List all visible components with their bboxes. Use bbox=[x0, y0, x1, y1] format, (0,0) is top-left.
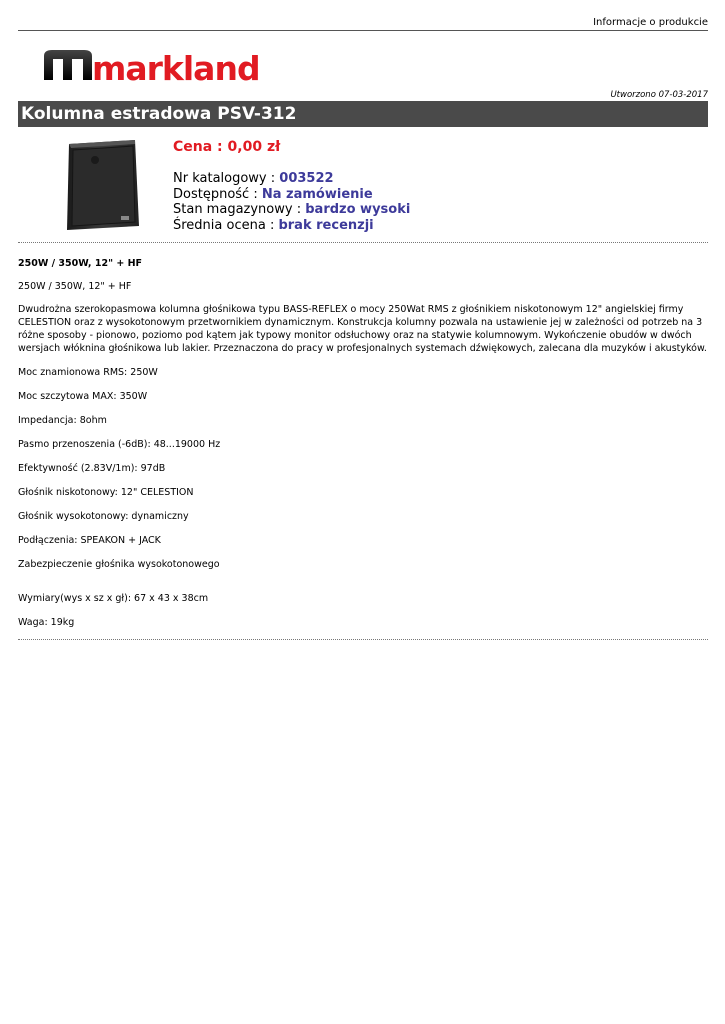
description-body: Dwudrożna szerokopasmowa kolumna głośnikowa typu BASS-REFLEX o mocy 250Wat RMS z głośnikiem niskotonowym 12" angielskiej firmy CELESTION oraz z wysokotonowym przetwornikiem dynamicznym. Konstrukcja kolumny pozwala na ustawienie jej w zależności od potrzeb na 3 różne sposoby - pionowo, poziomo pod kątem jak typowy monitor odsłuchowy oraz na statywie kolumnowym. Wykończenie obudów w dwóch wersjach włóknina głośnikowa lub lakier. Przeznaczona do pracy w profesjonalnych systemach dźwiękowych, zalecana dla muzyków i akustyków. bbox=[18, 304, 707, 354]
description-summary: 250W / 350W, 12" + HF bbox=[18, 281, 132, 292]
spec-item: Efektywność (2.83V/1m): 97dB bbox=[18, 463, 166, 474]
product-title: Kolumna estradowa PSV-312 bbox=[18, 101, 708, 127]
description bbox=[18, 257, 708, 629]
section-divider-top bbox=[18, 242, 708, 243]
spec-item: Moc znamionowa RMS: 250W bbox=[18, 367, 158, 378]
dimensions: Wymiary(wys x sz x gł): 67 x 43 x 38cm bbox=[18, 593, 209, 604]
speaker-image bbox=[63, 138, 143, 232]
availability-value: Na zamówienie bbox=[261, 186, 373, 202]
spec-item: Głośnik wysokotonowy: dynamiczny bbox=[18, 511, 189, 522]
catalog-value: 003522 bbox=[279, 171, 334, 186]
stock-value: bardzo wysoki bbox=[305, 202, 411, 217]
product-info bbox=[173, 137, 410, 233]
price: Cena : 0,00 zł bbox=[173, 139, 281, 155]
spec-item: Pasmo przenoszenia (-6dB): 48...19000 Hz bbox=[18, 439, 221, 450]
spec-item: Zabezpieczenie głośnika wysokotonowego bbox=[18, 559, 220, 570]
catalog-row bbox=[173, 171, 410, 187]
catalog-label: Nr katalogowy : bbox=[173, 171, 276, 186]
description-subtitle: 250W / 350W, 12" + HF bbox=[18, 258, 143, 269]
markland-logo bbox=[42, 40, 260, 88]
stock-row bbox=[173, 202, 410, 218]
spec-item: Impedancja: 8ohm bbox=[18, 415, 107, 426]
availability-row bbox=[173, 187, 410, 203]
header-divider bbox=[18, 30, 708, 31]
spec-item: Głośnik niskotonowy: 12" CELESTION bbox=[18, 487, 194, 498]
header-info-label: Informacje o produkcie bbox=[593, 17, 708, 28]
rating-value: brak recenzji bbox=[278, 217, 374, 233]
availability-label: Dostępność : bbox=[173, 186, 258, 202]
spec-item: Podłączenia: SPEAKON + JACK bbox=[18, 535, 161, 546]
svg-text:markland: markland bbox=[92, 49, 260, 88]
stock-label: Stan magazynowy : bbox=[173, 202, 302, 217]
spec-item: Moc szczytowa MAX: 350W bbox=[18, 391, 148, 402]
created-date: Utworzono 07-03-2017 bbox=[610, 90, 708, 100]
rating-label: Średnia ocena : bbox=[173, 217, 275, 233]
section-divider-bottom bbox=[18, 639, 708, 640]
weight: Waga: 19kg bbox=[18, 617, 75, 628]
rating-row bbox=[173, 218, 410, 234]
